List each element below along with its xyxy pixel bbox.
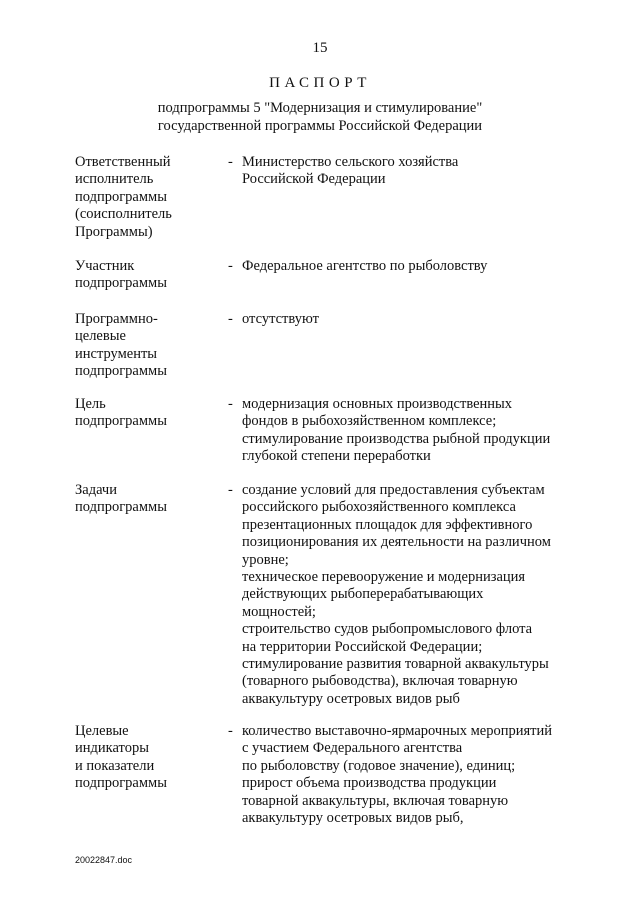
value-line: прирост объема производства продукции: [242, 775, 497, 792]
row-dash: -: [228, 396, 233, 412]
label-line: подпрограммы: [75, 363, 167, 380]
label-line: целевые: [75, 328, 126, 345]
row-value: [242, 258, 577, 275]
subtitle-line: государственной программы Российской Федерации: [157, 118, 483, 134]
row-dash: -: [228, 482, 233, 498]
label-line: Участник: [75, 258, 135, 274]
value-line: по рыболовству (годовое значение), единиц;: [242, 757, 516, 774]
label-line: подпрограммы: [75, 413, 167, 430]
value-line: действующих рыбоперерабатывающих: [242, 586, 484, 603]
value-line: количество выставочно-ярмарочных мероприятий: [242, 723, 552, 739]
value-line: глубокой степени переработки: [242, 448, 431, 465]
label-line: Программно-: [75, 311, 158, 327]
value-line: аквакультуру осетровых видов рыб: [242, 690, 460, 707]
row-value: [242, 154, 577, 189]
value-line: стимулирование развития товарной аквакультуры: [242, 656, 549, 673]
value-line: Федеральное агентство по рыболовству: [242, 258, 488, 274]
label-line: индикаторы: [75, 740, 149, 757]
page-number: 15: [312, 40, 328, 56]
value-line: (товарного рыбоводства), включая товарную: [242, 673, 518, 690]
label-line: Задачи: [75, 482, 117, 498]
subtitle: [0, 99, 640, 135]
value-line: на территории Российской Федерации;: [242, 638, 483, 655]
value-line: уровне;: [242, 551, 289, 568]
label-line: подпрограммы: [75, 499, 167, 516]
value-line: стимулирование производства рыбной продукции: [242, 430, 551, 447]
page-title: ПАСПОРТ: [269, 75, 371, 91]
value-line: с участием Федерального агентства: [242, 740, 463, 757]
value-line: модернизация основных производственных: [242, 396, 513, 412]
label-line: Ответственный: [75, 154, 171, 170]
value-line: позиционирования их деятельности на различном: [242, 534, 551, 551]
label-line: (соисполнитель: [75, 206, 172, 223]
value-line: Российской Федерации: [242, 171, 386, 188]
row-label: [75, 154, 215, 241]
value-line: создание условий для предоставления субъектам: [242, 482, 545, 498]
value-line: российского рыбохозяйственного комплекса: [242, 499, 516, 516]
row-value: [242, 723, 577, 827]
value-line: презентационных площадок для эффективного: [242, 516, 533, 533]
label-line: Программы): [75, 223, 153, 240]
row-label: [75, 723, 215, 793]
row-label: [75, 258, 215, 293]
row-value: [242, 396, 577, 466]
label-line: Целевые: [75, 723, 129, 739]
label-line: подпрограммы: [75, 275, 167, 292]
value-line: строительство судов рыбопромыслового флота: [242, 621, 533, 638]
row-label: [75, 396, 215, 431]
value-line: техническое перевооружение и модернизация: [242, 569, 526, 586]
value-line: аквакультуру осетровых видов рыб,: [242, 810, 464, 827]
value-line: мощностей;: [242, 603, 316, 620]
value-line: отсутствуют: [242, 311, 319, 327]
label-line: подпрограммы: [75, 188, 167, 205]
label-line: инструменты: [75, 345, 158, 362]
row-dash: -: [228, 311, 233, 327]
row-value: [242, 311, 577, 328]
row-value: [242, 482, 577, 708]
row-label: [75, 311, 215, 381]
label-line: подпрограммы: [75, 775, 167, 792]
row-dash: -: [228, 154, 233, 170]
value-line: Министерство сельского хозяйства: [242, 154, 459, 170]
label-line: Цель: [75, 396, 106, 412]
row-dash: -: [228, 258, 233, 274]
value-line: фондов в рыбохозяйственном комплексе;: [242, 413, 497, 430]
row-dash: -: [228, 723, 233, 739]
row-label: [75, 482, 215, 517]
label-line: и показатели: [75, 757, 155, 774]
label-line: исполнитель: [75, 171, 154, 188]
subtitle-line: подпрограммы 5 "Модернизация и стимулирование": [157, 100, 483, 116]
footer-filename: 20022847.doc: [75, 855, 133, 865]
value-line: товарной аквакультуры, включая товарную: [242, 792, 509, 809]
